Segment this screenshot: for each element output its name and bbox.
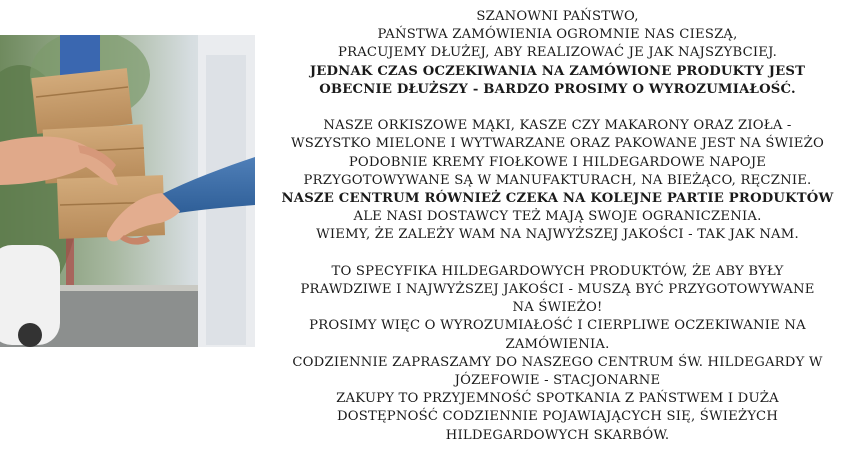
notice-line: ZAMÓWIENIA. [505, 336, 610, 352]
notice-line: CODZIENNIE ZAPRASZAMY DO NASZEGO CENTRUM ŚW. HILDEGARDY W [292, 354, 823, 370]
notice-line: TO SPECYFIKA HILDEGARDOWYCH PRODUKTÓW, ŻE ABY BYŁY [331, 263, 784, 279]
notice-line: NASZE ORKISZOWE MĄKI, KASZE CZY MAKARONY ORAZ ZIOŁA - [323, 118, 792, 134]
notice-greeting: SZANOWNI PAŃSTWO, [476, 9, 639, 24]
paragraph-gap [258, 99, 857, 117]
notice-highlight: JEDNAK CZAS OCZEKIWANIA NA ZAMÓWIONE PRODUKTY JEST [309, 63, 806, 79]
notice-highlight: OBECNIE DŁUŻSZY - BARDZO PROSIMY O WYROZUMIAŁOŚĆ. [319, 81, 796, 97]
notice-highlight: NASZE CENTRUM RÓWNIEŻ CZEKA NA KOLEJNE PARTIE PRODUKTÓW [281, 191, 834, 207]
paragraph-gap [258, 245, 857, 263]
notice-line: ALE NASI DOSTAWCY TEŻ MAJĄ SWOJE OGRANICZENIA. [353, 209, 762, 225]
notice-line: PAŃSTWA ZAMÓWIENIA OGROMNIE NAS CIESZĄ, [377, 27, 738, 43]
notice-line: PODOBNIE KREMY FIOŁKOWE I HILDEGARDOWE NAPOJE [348, 154, 767, 170]
notice-line: PRZYGOTOWYWANE SĄ W MANUFAKTURACH, NA BIEŻĄCO, RĘCZNIE. [303, 172, 812, 188]
notice-line: WSZYSTKO MIELONE I WYTWARZANE ORAZ PAKOWANE JEST NA ŚWIEŻO [291, 136, 824, 152]
order-delay-notice [258, 8, 857, 445]
delivery-photo [0, 35, 255, 347]
notice-line: PRAWDZIWE I NAJWYŻSZEJ JAKOŚCI - MUSZĄ BYĆ PRZYGOTOWYWANE [300, 282, 815, 298]
delivery-boxes-illustration [0, 35, 255, 347]
notice-line: HILDEGARDOWYCH SKARBÓW. [445, 427, 670, 443]
notice-line: JÓZEFOWIE - STACJONARNE [454, 373, 661, 389]
notice-line: PROSIMY WIĘC O WYROZUMIAŁOŚĆ I CIERPLIWE OCZEKIWANIE NA [309, 318, 806, 334]
notice-line: PRACUJEMY DŁUŻEJ, ABY REALIZOWAĆ JE JAK NAJSZYBCIEJ. [338, 45, 777, 61]
notice-line: DOSTĘPNOŚĆ CODZIENNIE POJAWIAJĄCYCH SIĘ, ŚWIEŻYCH [336, 409, 779, 425]
notice-line: NA ŚWIEŻO! [512, 300, 603, 316]
notice-line: WIEMY, ŻE ZALEŻY WAM NA NAJWYŻSZEJ JAKOŚCI - TAK JAK NAM. [316, 227, 799, 243]
notice-line: ZAKUPY TO PRZYJEMNOŚĆ SPOTKANIA Z PAŃSTWEM I DUŻA [336, 391, 779, 407]
